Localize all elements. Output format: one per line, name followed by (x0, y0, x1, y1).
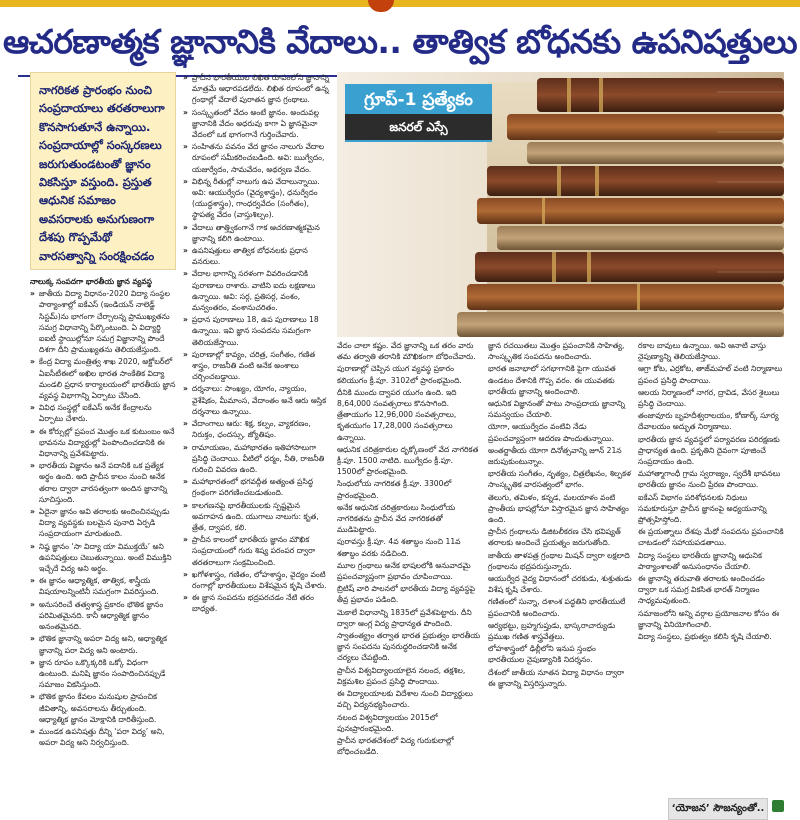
paragraph: రకాల బావులు ఉన్నాయి. అవి ఆనాటి వాస్తు నైపుణ్యాన్ని తెలియజేస్తాయి. (638, 341, 766, 362)
paragraph: సింధులోయ నాగరికత క్రీ.పూ. 3300లో ప్రారంభమైంది. (337, 479, 452, 500)
paragraph: గణితంలో సున్నా, దశాంశ పద్ధతిని భారతీయులే ప్రపంచానికి అందించారు. (488, 597, 626, 618)
paragraph: యోగా, ఆయుర్వేదం వంటివి నేడు ప్రపంచవ్యాప్తంగా ఆదరణ పొందుతున్నాయి. (488, 422, 614, 443)
article-column-5 (638, 340, 784, 794)
paragraph: విద్యా సంస్థలు, ప్రభుత్వం కలిసి కృషి చేయాలి. (638, 632, 772, 642)
bullet-point: » భారతీయ విజ్ఞానం అనే పదానికి ఒక ప్రత్యేక అర్థం ఉంది. అది ప్రాచీన కాలం నుంచి అనేక తరాల ద్వారా వారసత్వంగా అందిన జ్ఞానాన్ని సూచిస్తుంది. (30, 460, 176, 505)
paragraph: ఆలయ నిర్మాణంలో నాగర, ద్రావిడ, వేసర శైలులు ప్రసిద్ధి చెందాయి. (638, 387, 780, 409)
bullet-point: » ఈ కోర్సుల్లో ప్రపంచ మొత్తం ఒక కుటుంబం అనే భావనను విద్యార్థుల్లో పెంపొందించడానికి ఈ విధానాన్ని ప్రవేశపెట్టారు. (30, 426, 176, 460)
bullet-point: » ప్రాచీన భారతీయుల లిఖిత రూపంలోని జ్ఞానాన్ని మాత్రమే ఆధారపడలేదు. లిఖిత రూపంలో ఉన్న గ్రంథాల్లో వేదాలే పురాతన జ్ఞాన గ్రంథాలు. (183, 72, 331, 106)
bullet-point: » వివిధ సంస్థల్లో ఐకేఎస్ అనేక కేంద్రాలను ఏర్పాటు చేశారు. (30, 402, 176, 424)
summary-box: నాగరికత ప్రారంభం నుంచి సంప్రదాయాలు తరతరాలుగా కొనసాగుతూనే ఉన్నాయి. సంప్రదాయాల్లో సంస్కరణలు జరుగుతుండటంతో జ్ఞానం వికసిస్తూ వస్తుంది. ప్రస్తుత ఆధునిక సమాజం అవసరాలకు అనుగుణంగా దేశపు గొప్పమేథో వారసత్వాన్ని సంరక్షించడం (30, 72, 176, 270)
bullet-point: » ఖగోళశాస్త్రం, గణితం, లోహశాస్త్రం, వైద్యం వంటి రంగాల్లో భారతీయులు విశేషమైన కృషి చేశారు. (183, 569, 331, 591)
bullet-point: » దర్శనాలు: సాంఖ్యం, యోగం, న్యాయం, వైశేషికం, మీమాంస, వేదాంతం అనే ఆరు ఆస్తిక దర్శనాలు ఉన్నాయి. (183, 383, 331, 417)
paragraph: ఆగ్రా కోట, ఎర్రకోట, తాజ్‌మహల్ వంటి నిర్మాణాలు ప్రపంచ ప్రసిద్ధి పొందాయి. (638, 364, 783, 385)
article-column-4 (488, 340, 632, 800)
bullet-point: » నిష్ఠ జ్ఞానం ‘సా విద్యా యా విముక్తయే’ అని ఉపనిషత్తులు చెబుతున్నాయి. అంటే విముక్తిని ఇచ్చేదే విద్య అని అర్థం. (30, 541, 176, 575)
section-marker (368, 0, 394, 12)
source-credit: ‘యోజన’ సౌజన్యంతో.. (668, 798, 768, 820)
column-heading: నాలుక్క సంపదగా భారతీయ జ్ఞాన వ్యవస్థ (30, 277, 152, 286)
paragraph: పురాణాల్లో చెప్పిన యుగ వ్యవస్థ ప్రకారం కలియుగం క్రీ.పూ. 3102లో ప్రారంభమైంది. (337, 364, 462, 385)
end-mark (772, 800, 784, 812)
bullet-point: » ఈ జ్ఞానం ఆధ్యాత్మిక, తాత్విక, శాస్త్రీయ విషయాలన్నింటినీ సమగ్రంగా వివరిస్తుంది. (30, 575, 176, 597)
paragraph: ఆర్యభట్టు, బ్రహ్మగుప్తుడు, భాస్కరాచార్యుడు ప్రముఖ గణిత శాస్త్రవేత్తలు. (488, 620, 616, 642)
bullet-point: » రామాయణం, మహాభారతం ఇతిహాసాలుగా ప్రసిద్ధి చెందాయి. వీటిలో ధర్మం, నీతి, రాజనీతి గురించి వివరణ ఉంది. (183, 442, 331, 476)
bullet-point: » పురాణాల్లో కావ్యం, చరిత్ర, సంగీతం, గణిత శాస్త్రం, రాజనీతి వంటి అనేక అంశాలు చర్చించబడ్డాయి. (183, 349, 331, 383)
paragraph: సమాజంలోని అన్ని వర్గాల ప్రయోజనాల కోసం ఈ జ్ఞానాన్ని వినియోగించాలి. (638, 608, 780, 629)
paragraph: స్వాతంత్య్రం తర్వాత భారత ప్రభుత్వం భారతీయ జ్ఞాన సంపదను పునరుద్ధరించడానికి అనేక చర్యలు చేపట్టింది. (337, 631, 481, 663)
bullet-point: » భౌతిక జ్ఞానం కేవలం మనుషుల ప్రాపంచిక జీవితాన్ని, అవసరాలను తీర్చుతుంది. ఆధ్యాత్మిక జ్ఞానం మోక్షానికి దారితీస్తుంది. (30, 691, 176, 725)
paragraph: ఆయుర్వేద వైద్య విధానంలో చరకుడు, శుశ్రుతుడు విశేష కృషి చేశారు. (488, 574, 632, 595)
paragraph: ఈ జ్ఞానాన్ని తరువాతి తరాలకు అందించడం ద్వారా ఒక సమగ్ర వికసిత భారత్ నిర్మాణం సాధ్యమవుతుంది. (638, 574, 765, 606)
bullet-point: » ప్రాచీన కాలంలో భారతీయ జ్ఞానం మౌఖిక సంప్రదాయంలో గురు శిష్య పరంపర ద్వారా తరతరాలుగా సంక్రమించింది. (183, 534, 331, 568)
paragraph: నలంద విశ్వవిద్యాలయం 2015లో పునఃప్రారంభమైంది. (337, 712, 438, 733)
paragraph: జ్ఞాన రచయితలు మొత్తం ప్రపంచానికి సాహిత్య, సాంస్కృతిక సంపదను అందించారు. (488, 341, 625, 362)
paragraph: భారతీయ జ్ఞాన వ్యవస్థలో పర్యావరణ పరిరక్షణకు ప్రాధాన్యత ఉంది. ప్రకృతిని దైవంగా పూజించే సంప్రదాయం ఉంది. (638, 434, 780, 467)
paragraph: విద్యా సంస్థలు భారతీయ జ్ఞానాన్ని ఆధునిక పాఠ్యాంశాలతో అనుసంధానం చేయాలి. (638, 550, 762, 571)
paragraph: పురావస్తు క్రీ.పూ. 4వ శతాబ్దం నుంచి 11వ శతాబ్దం వరకు నడిచింది. (337, 537, 461, 558)
bullet-point: » ఈ జ్ఞాన సంపదను భద్రపరచడం నేటి తరం బాధ్యత. (183, 592, 331, 614)
paragraph: ప్రాచీన భారతదేశంలో విద్య గురుకులాల్లో బోధించబడేది. (337, 735, 454, 757)
special-badge: గ్రూప్-1 ప్రత్యేకం (345, 84, 492, 142)
bullet-point: » జాతీయ విద్యా విధానం-2020 విద్యా సంస్థల పాఠ్యాంశాల్లో ఐకేఎస్ (ఇండియన్ నాలెడ్జ్ సిస్టమ్)ను భాగంగా చేర్చాలన్న ప్రాముఖ్యతను సమగ్ర విధానాన్ని పేర్కొంటుంది. ఏ విద్యార్థి ఐఐటీ స్థాయిల్లోనూ సమగ్ర విజ్ఞానాన్ని పొందే దిశగా దీని ప్రాముఖ్యతను తెలియజేస్తుంది. (30, 288, 176, 355)
bullet-point: » సంస్కృతంలో వేదం అంటే జ్ఞానం. అందువల్ల జ్ఞానానికి వేదం అధరువు కాగా ఏ జ్ఞానమైనా వేదంలో ఒక భాగంగానే గుర్తించేవారు. (183, 107, 331, 141)
bullet-point: » భౌతిక జ్ఞానాన్ని అపరా విద్య అని, ఆధ్యాత్మిక జ్ఞానాన్ని పరా విద్య అని అంటారు. (30, 633, 176, 655)
paragraph: మూల గ్రంథాలు అనేక భాషలలోకి అనువాదమై ప్రపంచవ్యాప్తంగా ప్రభావం చూపించాయి. (337, 560, 471, 582)
bullet-point: » ఏదైనా జ్ఞానం అవి తరాలకు అందించినప్పుడు విద్యా వ్యవస్థకు బలమైన పునాది ఏర్పడి సంప్రదాయంగా మారుతుంది. (30, 506, 176, 540)
paragraph: ఈ విద్యాలయాలకు విదేశాల నుంచి విద్యార్థులు వచ్చి విద్యనభ్యసించారు. (337, 689, 473, 710)
bullet-point: » సంహితను పవనం వేద జ్ఞానం నాలుగు వేదాల రూపంలో సమీకరించబడింది. అవి: ఋగ్వేదం, యజుర్వేదం, సామవేదం, అథర్వణ వేదం. (183, 141, 331, 175)
bullet-point: » అనుసరించే తత్వశాస్త్ర ప్రకారం భౌతిక జ్ఞానం పరిమితమైనది. కానీ ఆధ్యాత్మిక జ్ఞానం అనంతమైనది. (30, 599, 176, 633)
page-headline: ఆచరణాత్మక జ్ఞానానికి వేదాలు.. తాత్విక బోధనకు ఉపనిషత్తులు (2, 22, 798, 61)
article-column-2 (183, 72, 331, 800)
bullet-point: » వేదాల భాగాన్ని సరళంగా వివరించడానికి పురాణాలు రాశారు. వాటిని ఐదు లక్షణాలు ఉన్నాయి. అవి: సర్గ, ప్రతిసర్గ, వంశం, మన్వంతరం, వంశానుచరితం. (183, 268, 331, 313)
paragraph: భారత జనాభాలో సగభాగానికి పైగా యువత ఉండటం దేశానికి గొప్ప వరం. ఈ యువతకు భారతీయ జ్ఞానాన్ని అందించాలి. (488, 364, 616, 396)
paragraph: భారతీయ సంగీతం, నృత్యం, చిత్రలేఖనం, శిల్పకళ సాంస్కృతిక వారసత్వంలో భాగం. (488, 469, 632, 490)
article-column-3 (337, 340, 481, 800)
paragraph: తెలుగు, తమిళం, కన్నడ, మలయాళం వంటి ప్రాంతీయ భాషల్లోనూ విస్తారమైన జ్ఞాన సాహిత్యం ఉంది. (488, 492, 629, 525)
bullet-point: » ప్రధాన పురాణాలు 18, ఉప పురాణాలు 18 ఉన్నాయి. ఇవి జ్ఞాన సంపదను సమగ్రంగా తెలియజేస్తాయి. (183, 314, 331, 348)
article-column-1 (30, 276, 176, 798)
paragraph: అనేక ఆధునిక చరిత్రకారులు సింధులోయ నాగరికతను ప్రాచీన వేద నాగరికతతో ముడిపెట్టారు. (337, 502, 456, 535)
bullet-point: » విభిన్న రీతుల్లో నాలుగు ఉప వేదాలున్నాయి. అవి: ఆయుర్వేదం (వైద్యశాస్త్రం), ధనుర్వేదం (యుద్ధశాస్త్రం), గాంధర్వవేదం (సంగీతం), స్థాపత్య వేదం (వాస్తుశిల్పం). (183, 176, 331, 221)
paragraph: బ్రిటిష్ వారి పాలనలో భారతీయ విద్యా వ్యవస్థపై తీవ్ర ప్రభావం పడింది. (337, 584, 476, 605)
bullet-point: » ముండక ఉపనిషత్తు దీన్ని ‘పరా విద్య’ అని, అపరా విద్య అని నిర్వచిస్తుంది. (30, 726, 176, 748)
bullet-point: » కేంద్ర విద్యా మంత్రిత్వ శాఖ 2020, అక్టోబర్‌లో ఏఐసీటీఈలో అఖిల భారత సాంకేతిక విద్యా మండలి ప్రధాన కార్యాలయంలో భారతీయ జ్ఞాన వ్యవస్థ విభాగాన్ని ఏర్పాటు చేసింది. (30, 356, 176, 401)
paragraph: మెకాలే విధానాన్ని 1835లో ప్రవేశపెట్టారు. దీని ద్వారా ఆంగ్ల విద్య ప్రాధాన్యత పొందింది. (337, 607, 472, 628)
paragraph: ప్రాచీన గ్రంథాలను డిజిటలీకరణ చేసి భవిష్యత్ తరాలకు అందించే ప్రయత్నం జరుగుతోంది. (488, 527, 621, 548)
bullet-point: » మహాభారతంలో భగవద్గీత అత్యంత ప్రసిద్ధ గ్రంథంగా పరిగణించబడుతుంది. (183, 476, 331, 498)
paragraph: తంజావూరు బృహదీశ్వరాలయం, కోణార్క్ సూర్య దేవాలయం అద్భుత నిర్మాణాలు. (638, 411, 779, 432)
paragraph: లోహశాస్త్రంలో ఢిల్లీలోని ఇనుప స్తంభం భారతీయుల నైపుణ్యానికి నిదర్శనం. (488, 644, 596, 665)
paragraph: దీనికి ముందు ద్వాపర యుగం ఉంది. ఇది 8,64,000 సంవత్సరాలు కొనసాగింది. త్రేతాయుగం 12,96,000 సంవత్సరాలు, కృతయుగం 17,28,000 సంవత్సరాలు ఉన్నాయి. (337, 387, 457, 442)
paragraph: మహాత్మాగాంధీ గ్రామ స్వరాజ్యం, స్వదేశీ భావనలు భారతీయ జ్ఞానం నుంచి ప్రేరణ పొందాయి. (638, 469, 781, 490)
bullet-point: » వేదాలు తాత్త్వికంగానే గాక ఆచరణాత్మకమైన జ్ఞానాన్ని కలిగి ఉంటాయి. (183, 222, 331, 244)
bullet-point: » ఉపనిషత్తులు తాత్విక బోధనలకు ప్రధాన వనరులు. (183, 245, 331, 267)
paragraph: ప్రాచీన విశ్వవిద్యాలయాలైన నలంద, తక్షశిల, విక్రమశిల ప్రపంచ ప్రసిద్ధి పొందాయి. (337, 665, 466, 686)
bullet-point: » జ్ఞాన రూపం ఒక్కొక్కరికి ఒక్కో విధంగా ఉంటుంది. మనిషి జ్ఞానం సంపాదించినప్పుడే సమాజం వికసిస్తుంది. (30, 657, 176, 691)
paragraph: అంతర్జాతీయ యోగా దినోత్సవాన్ని జూన్ 21న జరుపుకుంటున్నాం. (488, 445, 622, 467)
paragraph: ఐకేఎస్ విభాగం పరిశోధనలకు నిధులు సమకూరుస్తూ ప్రాచీన జ్ఞానంపై అధ్యయనాన్ని ప్రోత్సహిస్తోంది. (638, 492, 767, 525)
top-accent-bar (0, 0, 800, 7)
bullet-point: » కాలగణనపై భారతీయులకు స్పష్టమైన అవగాహన ఉంది. యుగాలు నాలుగు: కృత, త్రేత, ద్వాపర, కలి. (183, 500, 331, 534)
paragraph: వేదం చాలా కష్టం. వేద జ్ఞానాన్ని ఒక తరం వారు తమ తర్వాతి తరానికి మౌఖికంగా బోధించేవారు. (337, 341, 476, 362)
paragraph: ఈ ప్రయత్నాలు దేశపు మేథో సంపదను ప్రపంచానికి చాటడంలో సహాయపడతాయి. (638, 527, 784, 548)
bullet-point: » వేదాంగాలు ఆరు: శిక్ష, కల్పం, వ్యాకరణం, నిరుక్తం, ఛందస్సు, జ్యోతిషం. (183, 418, 331, 440)
paragraph: దేశంలో జాతీయ నూతన విద్యా విధానం ద్వారా ఈ జ్ఞానాన్ని విస్తరిస్తున్నారు. (488, 667, 625, 688)
badge-subtitle: జనరల్ ఎస్సే (345, 114, 492, 140)
paragraph: జాతీయ తాళపత్ర గ్రంథాల మిషన్ ద్వారా లక్షలాది గ్రంథాలను భద్రపరుస్తున్నారు. (488, 550, 630, 571)
paragraph: ఆధునిక విజ్ఞానంతో పాటు సాంప్రదాయ జ్ఞానాన్ని సమన్వయం చేయాలి. (488, 399, 625, 420)
paragraph: ఆధునిక చరిత్రకారుల దృక్కోణంలో వేద నాగరికత క్రీ.పూ. 1500 నాటిది. ఋగ్వేదం క్రీ.పూ. 1500లో ప్రారంభమైంది. (337, 444, 479, 477)
